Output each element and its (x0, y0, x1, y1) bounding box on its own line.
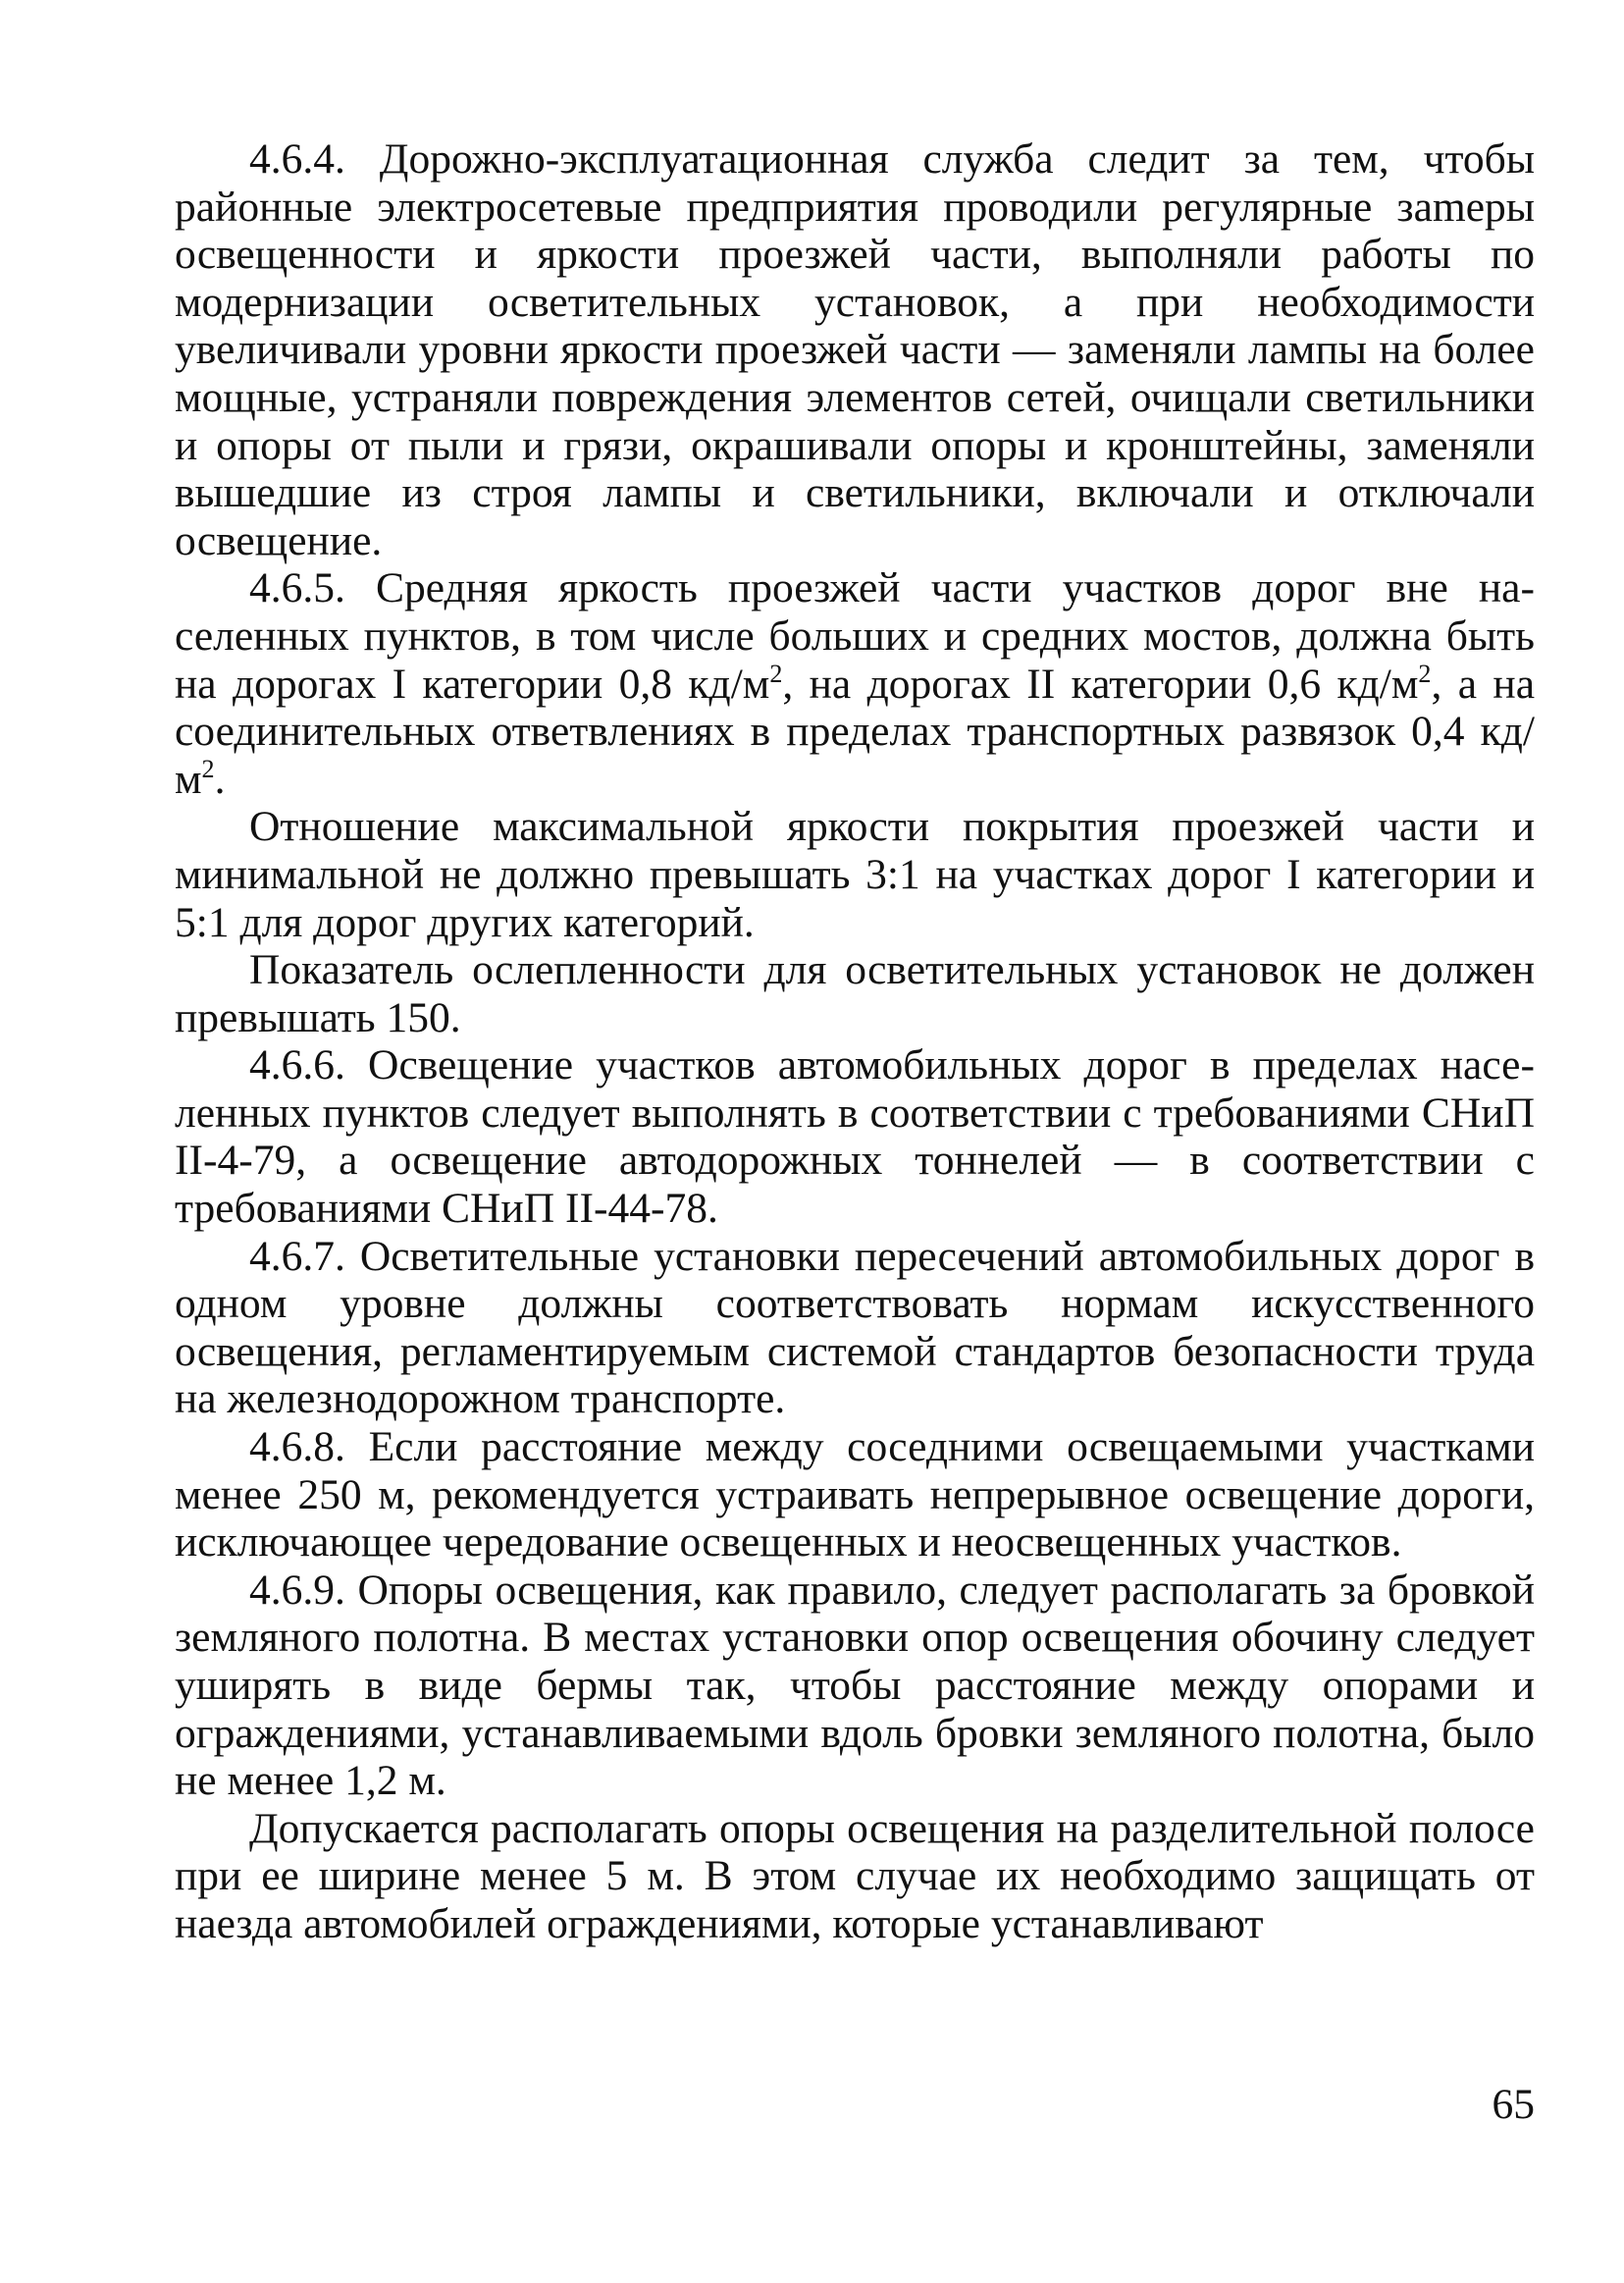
page-number: 65 (1492, 2081, 1535, 2128)
paragraph-4-6-9: 4.6.9. Опоры освещения, как правило, следует располагать за бровкой земляного полотна. В местах установки опор освещения обочину следует уширять в виде бермы так, чтобы расстояние между опорами и ограждениями, устанавливаемыми вдоль бровки земляного полотна, было не менее 1,2 м. (175, 1566, 1535, 1805)
paragraph-4-6-5-text-1: 4.6.5. Средняя яркость проезжей части участков дорог вне населенных пунктов, в том числе больших и средних мостов, должна быть на дорогах I категории 0,8 кд/м (175, 564, 1535, 708)
document-body (175, 135, 1535, 1948)
superscript-2: 2 (769, 659, 783, 688)
paragraph-luminance-ratio: Отношение максимальной яркости покрытия проезжей части и минимальной не должно превышать 3:1 на участках дорог I категории и 5:1 для дорог других категорий. (175, 803, 1535, 946)
paragraph-4-6-4: 4.6.4. Дорожно-эксплуатационная служба следит за тем, чтобы районные электросетевые предприятия проводили регулярные заmеры освещенности и яркости проезжей части, выполняли работы по модернизации осветительных установок, а при необходимости увеличивали уровни яркости проезжей части — заменяли лампы на более мощные, устраняли повреждения элементов сетей, очищали светильники и опоры от пыли и грязи, окрашивали опоры и кронштейны, заменяли вышедшие из строя лампы и светильники, включали и отключали освещение. (175, 135, 1535, 564)
paragraph-4-6-5-text-3: , а на соединительных ответвлениях в пределах транспортных развязок 0,4 кд/м (175, 660, 1535, 803)
paragraph-median-supports: Допускается располагать опоры освещения на разделительной полосе при ее ширине менее 5 м. В этом случае их необходимо защищать от наезда автомобилей ограждениями, которые устанавливают (175, 1804, 1535, 1947)
paragraph-4-6-5-text-2: , на дорогах II категории 0,6 кд/м (782, 660, 1419, 708)
paragraph-4-6-6: 4.6.6. Освещение участков автомобильных дорог в пределах населенных пунктов следует выполнять в соответствии с требованиями СНиП II-4-79, а освещение автодорожных тоннелей — в соответствии с требованиями СНиП II-44-78. (175, 1041, 1535, 1233)
paragraph-4-6-5 (175, 564, 1535, 803)
paragraph-4-6-8: 4.6.8. Если расстояние между соседними освещаемыми участками менее 250 м, рекомендуется устраивать непрерывное освещение дороги, исключающее чередование освещенных и неосвещенных участков. (175, 1423, 1535, 1566)
paragraph-4-6-7: 4.6.7. Осветительные установки пересечений автомобильных дорог в одном уровне должны соответствовать нормам искусственного освещения, регламентируемым системой стандартов безопасности труда на железнодорожном транспорте. (175, 1232, 1535, 1423)
paragraph-4-6-5-text-4: . (214, 755, 226, 803)
superscript-2: 2 (1418, 659, 1432, 688)
superscript-2: 2 (201, 754, 215, 783)
paragraph-glare-index: Показатель ослепленности для осветительных установок не должен превышать 150. (175, 946, 1535, 1041)
